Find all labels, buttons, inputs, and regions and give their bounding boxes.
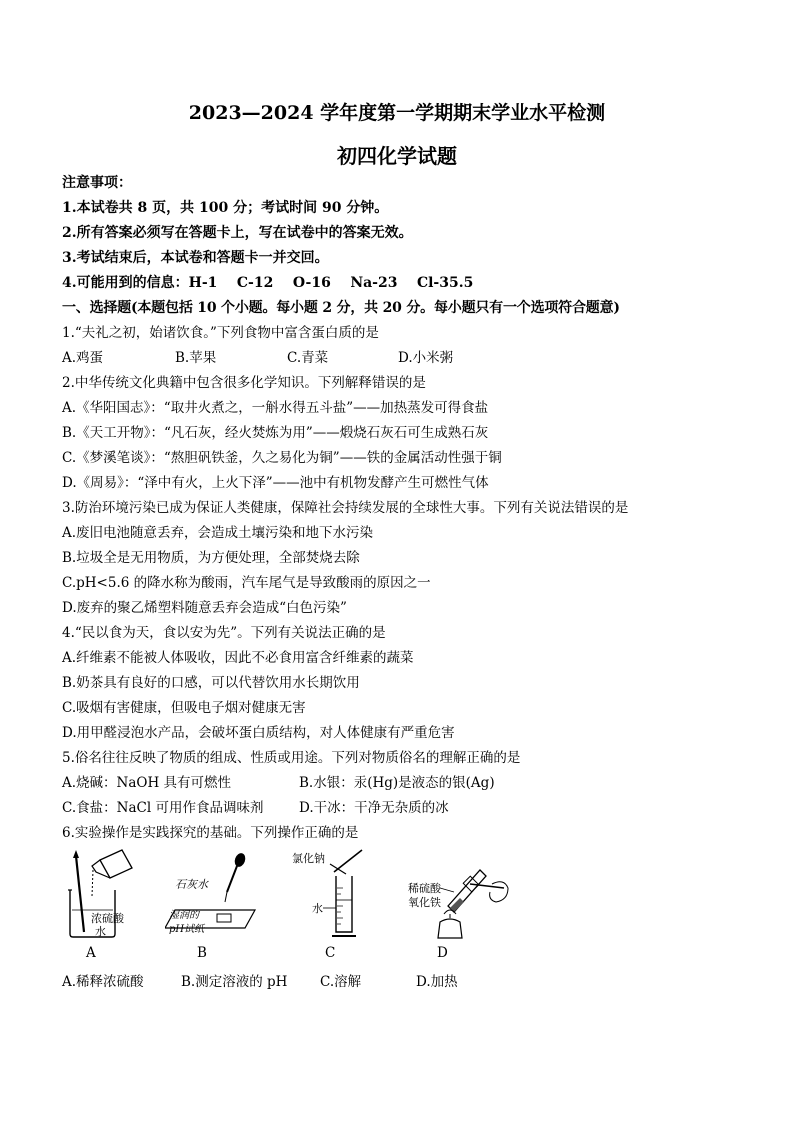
figure-c-water-label: 水 [312,902,323,915]
figure-d-acid-label: 稀硫酸 [408,882,441,895]
figure-letter-b: B [197,945,207,961]
option-b: B.《天工开物》：“凡石灰，经火焚炼为用”——煅烧石灰石可生成熟石灰 [62,425,489,441]
question-stem: 4.“民以食为天，食以安为先”。下列有关说法正确的是 [62,625,386,641]
figure-d-oxide-label: 氧化铁 [408,896,441,909]
option-a: A.《华阳国志》：“取井火煮之，一斛水得五斗盐”——加热蒸发可得食盐 [62,400,489,416]
option-d: D.用甲醛浸泡水产品，会破坏蛋白质结构，对人体健康有严重危害 [62,725,455,741]
notice-item: 4.可能用到的信息：H-1 C-12 O-16 Na-23 Cl-35.5 [62,275,474,291]
notice-item: 1.本试卷共 8 页，共 100 分；考试时间 90 分钟。 [62,200,389,216]
figure-d-heating [400,848,510,940]
option-d: D.加热 [416,974,458,990]
figure-b-reagent-label: 石灰水 [175,878,208,891]
figure-letter-d: D [437,945,448,961]
option-c: C.《梦溪笔谈》：“熬胆矾铁釜，久之易化为铜”——铁的金属活动性强于铜 [62,450,502,466]
figure-b-paper-label-1: 湿润的 [169,910,199,921]
question-stem: 6.实验操作是实践探究的基础。下列操作正确的是 [62,825,359,841]
notice-heading: 注意事项： [62,175,132,191]
option-d: D.《周易》：“泽中有火，上火下泽”——池中有机物发酵产生可燃性气体 [62,475,489,491]
option-d: D.干冰：干净无杂质的冰 [299,800,449,816]
figure-a-liquid-label: 浓硫酸 [91,912,124,925]
option-a: A.废旧电池随意丢弃，会造成土壤污染和地下水污染 [62,525,374,541]
option-b: B.奶茶具有良好的口感，可以代替饮用水长期饮用 [62,675,360,691]
exam-title: 2023—2024 学年度第一学期期末学业水平检测 [188,102,606,124]
notice-item: 3.考试结束后，本试卷和答题卡一并交回。 [62,250,329,266]
question-stem: 1.“夫礼之初，始诸饮食。”下列食物中富含蛋白质的是 [62,325,379,341]
option-b: B.苹果 [175,350,217,366]
question-stem: 2.中华传统文化典籍中包含很多化学知识。下列解释错误的是 [62,375,426,391]
question-stem: 5.俗名往往反映了物质的组成、性质或用途。下列对物质俗名的理解正确的是 [62,750,521,766]
figure-c-dissolve [290,848,370,940]
option-a: A.鸡蛋 [62,350,104,366]
option-c: C.吸烟有害健康，但吸电子烟对健康无害 [62,700,306,716]
option-a: A.稀释浓硫酸 [62,974,144,990]
option-b: B.测定溶液的 pH [181,974,288,990]
question-stem: 3.防治环境污染已成为保证人类健康，保障社会持续发展的全球性大事。下列有关说法错误的是 [62,500,629,516]
option-a: A.烧碱：NaOH 具有可燃性 [62,775,232,791]
option-c: C.pH<5.6 的降水称为酸雨，汽车尾气是导致酸雨的原因之一 [62,575,431,591]
option-c: C.食盐：NaCl 可用作食品调味剂 [62,800,264,816]
figure-a-water-label: 水 [95,925,106,938]
figure-a-dilution [62,848,152,938]
option-b: B.垃圾全是无用物质，为方便处理，全部焚烧去除 [62,550,360,566]
exam-subtitle: 初四化学试题 [337,144,457,168]
figure-letter-c: C [325,945,336,961]
option-c: C.青菜 [287,350,329,366]
option-b: B.水银：汞(Hg)是液态的银(Ag) [299,775,495,791]
notice-item: 2.所有答案必须写在答题卡上，写在试卷中的答案无效。 [62,225,413,241]
figure-b-paper-label-2: pH试纸 [169,924,205,935]
option-a: A.纤维素不能被人体吸收，因此不必食用富含纤维素的蔬菜 [62,650,414,666]
option-c: C.溶解 [320,974,362,990]
figure-b-ph-test [165,848,275,938]
option-d: D.废弃的聚乙烯塑料随意丢弃会造成“白色污染” [62,600,347,616]
section-heading: 一、选择题(本题包括 10 个小题。每小题 2 分，共 20 分。每小题只有一个选项符合题意) [62,300,620,316]
figure-c-solid-label: 氯化钠 [292,852,325,865]
option-d: D.小米粥 [398,350,454,366]
figure-letter-a: A [86,945,96,961]
